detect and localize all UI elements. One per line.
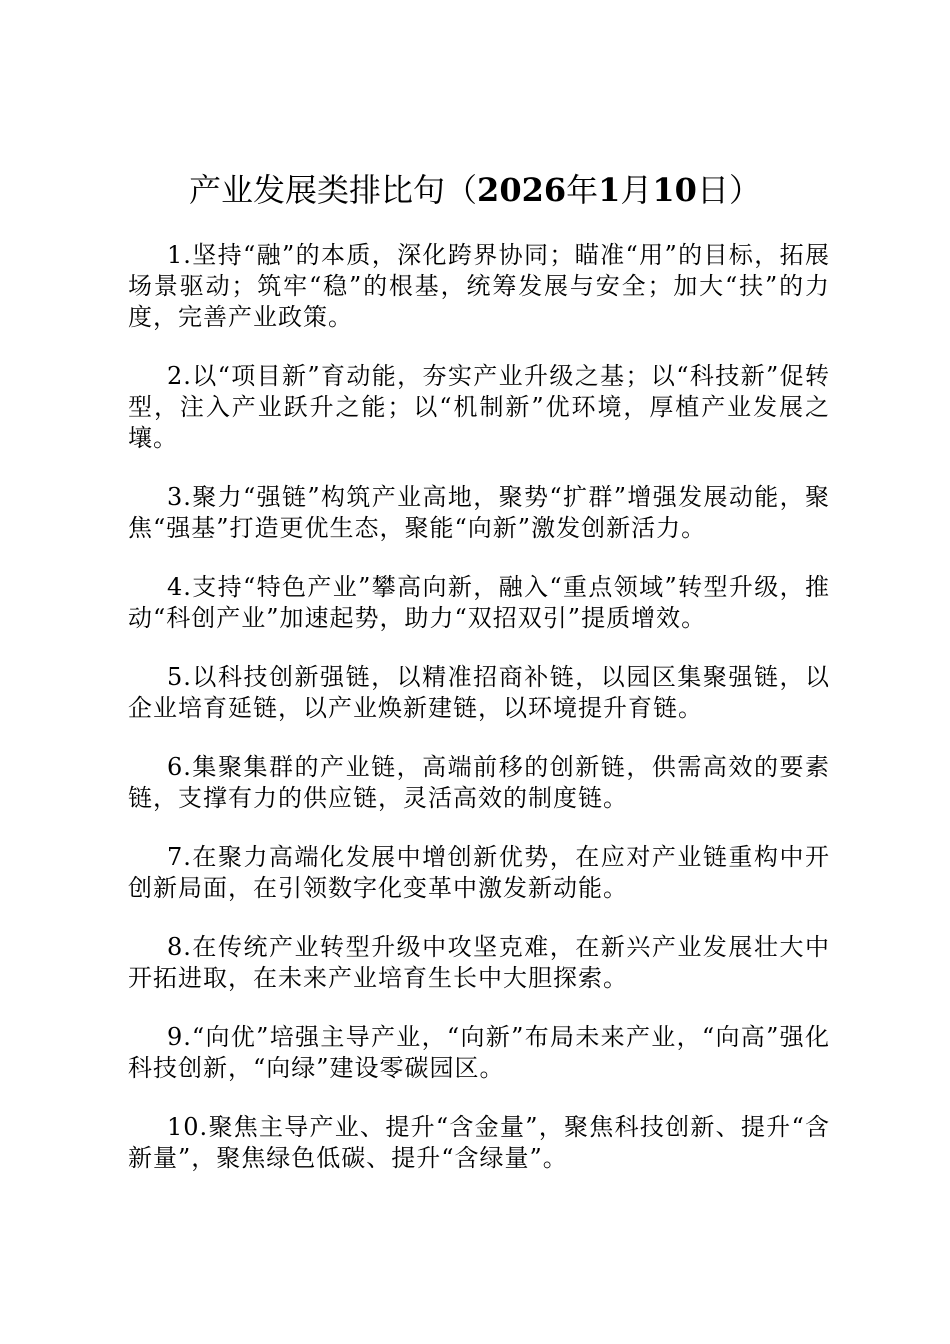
title-year: 2026	[477, 171, 567, 209]
paragraph-2: 2.以“项目新”育动能，夯实产业升级之基；以“科技新”促转型，注入产业跃升之能；以“机制新”优环境，厚植产业发展之壤。	[128, 362, 830, 452]
paragraph-6: 6.集聚集群的产业链，高端前移的创新链，供需高效的要素链，支撑有力的供应链，灵活高效的制度链。	[128, 753, 830, 812]
title-prefix: 产业发展类排比句（	[189, 171, 478, 209]
paragraph-5: 5.以科技创新强链，以精准招商补链，以园区集聚强链，以企业培育延链，以产业焕新建链，以环境提升育链。	[128, 663, 830, 722]
paragraph-7: 7.在聚力高端化发展中增创新优势，在应对产业链重构中开创新局面，在引领数字化变革中激发新动能。	[128, 843, 830, 902]
title-day-unit: 日）	[696, 171, 761, 209]
title-month-unit: 月	[620, 171, 653, 209]
document-title	[0, 168, 950, 212]
paragraph-4: 4.支持“特色产业”攀高向新，融入“重点领域”转型升级，推动“科创产业”加速起势，助力“双招双引”提质增效。	[128, 573, 830, 632]
title-day: 10	[652, 171, 697, 209]
document-body	[128, 240, 830, 1202]
title-year-unit: 年	[566, 171, 599, 209]
paragraph-8: 8.在传统产业转型升级中攻坚克难，在新兴产业发展壮大中开拓进取，在未来产业培育生长中大胆探索。	[128, 933, 830, 992]
title-month: 1	[598, 171, 621, 209]
paragraph-10: 10.聚焦主导产业、提升“含金量”，聚焦科技创新、提升“含新量”，聚焦绿色低碳、提升“含绿量”。	[128, 1113, 830, 1172]
paragraph-3: 3.聚力“强链”构筑产业高地，聚势“扩群”增强发展动能，聚焦“强基”打造更优生态，聚能“向新”激发创新活力。	[128, 483, 830, 542]
paragraph-1: 1.坚持“融”的本质，深化跨界协同；瞄准“用”的目标，拓展场景驱动；筑牢“稳”的根基，统筹发展与安全；加大“扶”的力度，完善产业政策。	[128, 241, 830, 331]
paragraph-9: 9.“向优”培强主导产业，“向新”布局未来产业，“向高”强化科技创新，“向绿”建设零碳园区。	[128, 1023, 830, 1082]
